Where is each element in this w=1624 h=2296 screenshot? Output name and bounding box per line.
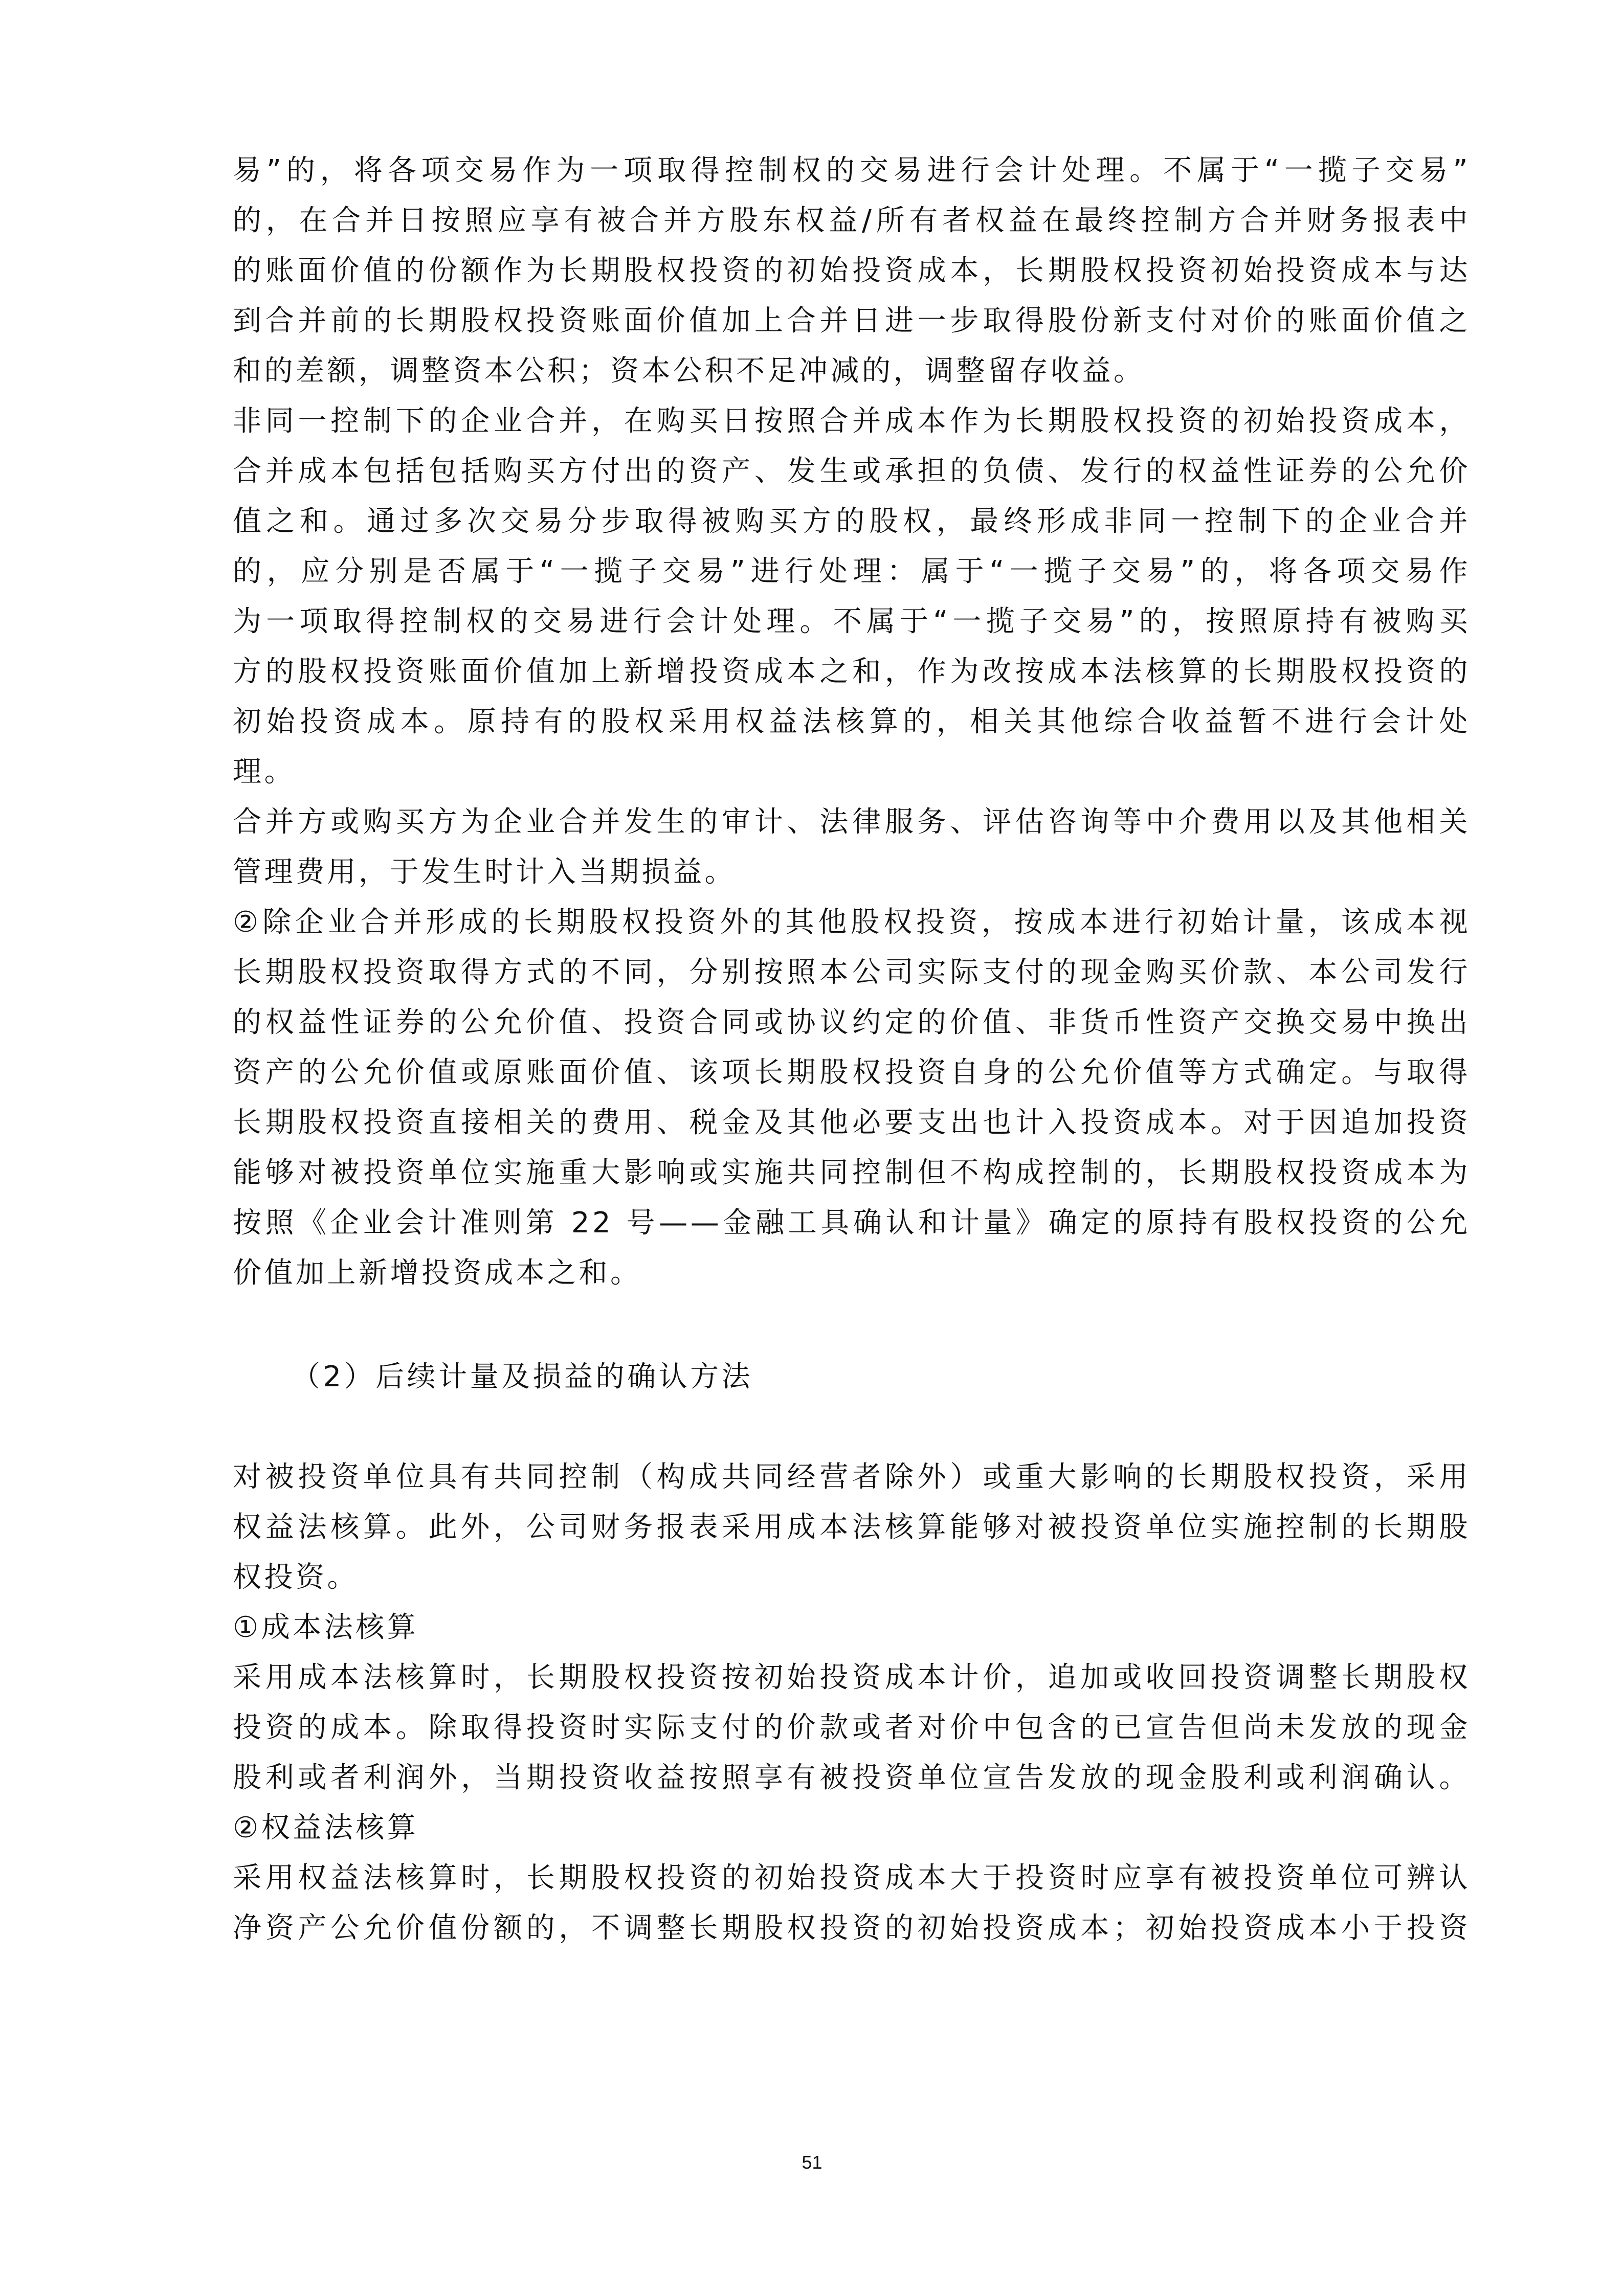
- text-line: 权益法核算。此外，公司财务报表采用成本法核算能够对被投资单位实施控制的长期股: [233, 1511, 1471, 1544]
- paragraph-spacer: [233, 1298, 1471, 1352]
- text-line: 合并成本包括包括购买方付出的资产、发生或承担的负债、发行的权益性证券的公允价: [233, 455, 1471, 488]
- text-line: 的，在合并日按照应享有被合并方股东权益/所有者权益在最终控制方合并财务报表中: [233, 204, 1471, 237]
- text-line: 合并方或购买方为企业合并发生的审计、法律服务、评估咨询等中介费用以及其他相关: [233, 805, 1471, 839]
- text-line: 资产的公允价值或原账面价值、该项长期股权投资自身的公允价值等方式确定。与取得: [233, 1056, 1471, 1089]
- text-line: 的，应分别是否属于“一揽子交易”进行处理：属于“一揽子交易”的，将各项交易作: [233, 555, 1471, 588]
- subheading-cost-method: ①成本法核算: [233, 1611, 419, 1644]
- text-line: 方的股权投资账面价值加上新增投资成本之和，作为改按成本法核算的长期股权投资的: [233, 655, 1471, 688]
- text-line: 和的差额，调整资本公积；资本公积不足冲减的，调整留存收益。: [233, 354, 1145, 388]
- text-line: 的权益性证券的公允价值、投资合同或协议约定的价值、非货币性资产交换交易中换出: [233, 1006, 1471, 1039]
- text-line: 值之和。通过多次交易分步取得被购买方的股权，最终形成非同一控制下的企业合并: [233, 505, 1471, 538]
- text-line: 股利或者利润外，当期投资收益按照享有被投资单位宣告发放的现金股利或利润确认。: [233, 1761, 1471, 1794]
- text-line: 到合并前的长期股权投资账面价值加上合并日进一步取得股份新支付对价的账面价值之: [233, 304, 1471, 337]
- text-line: 按照《企业会计准则第 22 号——金融工具确认和计量》确定的原持有股权投资的公允: [233, 1206, 1471, 1240]
- subheading-equity-method: ②权益法核算: [233, 1811, 419, 1844]
- text-line: 采用成本法核算时，长期股权投资按初始投资成本计价，追加或收回投资调整长期股权: [233, 1661, 1471, 1694]
- text-line: ②除企业合并形成的长期股权投资外的其他股权投资，按成本进行初始计量，该成本视: [233, 906, 1471, 939]
- section-heading: （2）后续计量及损益的确认方法: [292, 1360, 753, 1393]
- text-line: 非同一控制下的企业合并，在购买日按照合并成本作为长期股权投资的初始投资成本，: [233, 404, 1471, 438]
- text-line: 价值加上新增投资成本之和。: [233, 1256, 642, 1290]
- body-text: [233, 146, 1471, 1953]
- text-line: 为一项取得控制权的交易进行会计处理。不属于“一揽子交易”的，按照原持有被购买: [233, 605, 1471, 638]
- text-line: 投资的成本。除取得投资时实际支付的价款或者对价中包含的已宣告但尚未发放的现金: [233, 1711, 1471, 1744]
- text-line: 的账面价值的份额作为长期股权投资的初始投资成本，长期股权投资初始投资成本与达: [233, 254, 1471, 287]
- text-line: 长期股权投资取得方式的不同，分别按照本公司实际支付的现金购买价款、本公司发行: [233, 956, 1471, 989]
- text-line: 理。: [233, 755, 296, 789]
- text-line: 对被投资单位具有共同控制（构成共同经营者除外）或重大影响的长期股权投资，采用: [233, 1460, 1471, 1494]
- text-line: 采用权益法核算时，长期股权投资的初始投资成本大于投资时应享有被投资单位可辨认: [233, 1861, 1471, 1895]
- page-number: 51: [802, 2152, 822, 2173]
- text-line: 管理费用，于发生时计入当期损益。: [233, 856, 736, 889]
- text-line: 权投资。: [233, 1561, 359, 1594]
- text-line: 长期股权投资直接相关的费用、税金及其他必要支出也计入投资成本。对于因追加投资: [233, 1106, 1471, 1139]
- text-line: 净资产公允价值份额的，不调整长期股权投资的初始投资成本；初始投资成本小于投资: [233, 1911, 1471, 1945]
- text-line: 易”的，将各项交易作为一项取得控制权的交易进行会计处理。不属于“一揽子交易”: [233, 154, 1471, 187]
- text-line: 初始投资成本。原持有的股权采用权益法核算的，相关其他综合收益暂不进行会计处: [233, 705, 1471, 738]
- text-line: 能够对被投资单位实施重大影响或实施共同控制但不构成控制的，长期股权投资成本为: [233, 1156, 1471, 1189]
- paragraph-spacer: [233, 1402, 1471, 1452]
